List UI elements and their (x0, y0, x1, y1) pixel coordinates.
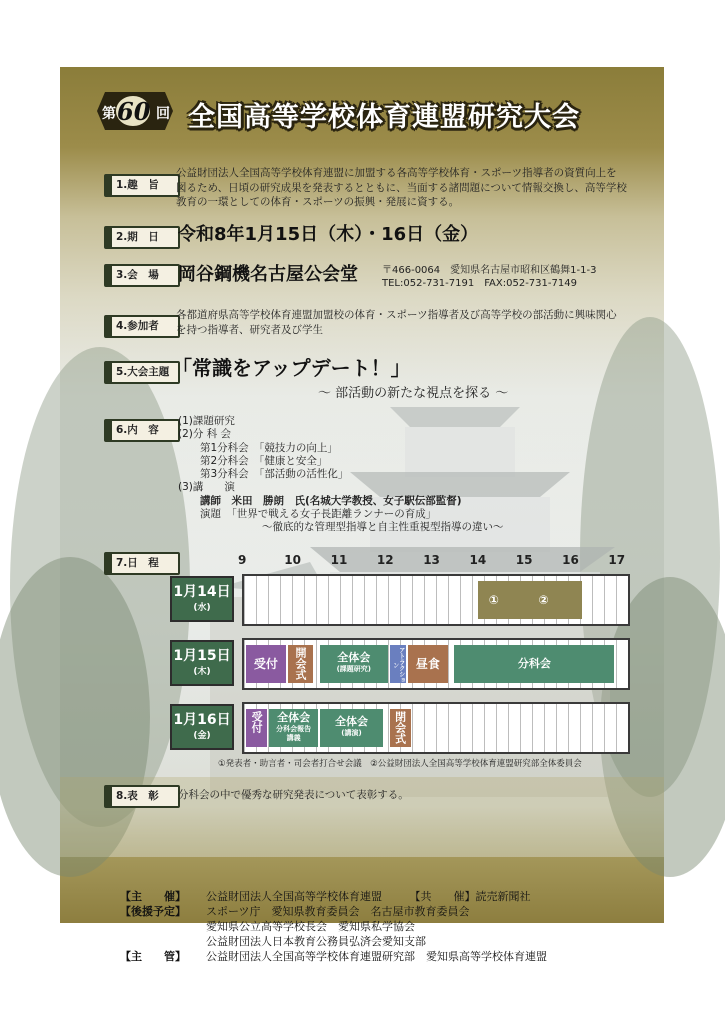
footer-credits (120, 889, 547, 964)
schedule-event-label: 分科会 (517, 657, 551, 670)
schedule-event (246, 645, 286, 683)
award-text: 分科会の中で優秀な研究発表について表彰する。 (178, 789, 409, 801)
footer-value: 公益財団法人日本教育公務員弘済会愛知支部 (206, 935, 426, 948)
schedule-hour-label: 17 (608, 553, 626, 567)
schedule-day-date: 1月15日 (173, 648, 231, 664)
schedule-event-sub: 講義 (286, 734, 301, 742)
content-line: 講師 米田 勝朗 氏(名城大学教授、女子駅伝部監督) (200, 494, 462, 507)
section-label-purpose: 1.趣 旨 (104, 174, 180, 197)
grid-line (472, 704, 473, 752)
purpose-line: 教育の一環としての体育・スポーツの振興・発展に資する。 (176, 196, 460, 208)
grid-line (316, 640, 317, 688)
footer-value: 愛知県公立高等学校長会 愛知県私学協会 (206, 920, 415, 933)
schedule-note: ①発表者・助言者・司会者打合せ会議 ②公益財団法人全国高等学校体育連盟研究部全体委員会 (218, 759, 582, 769)
schedule-event-label: 受付 (250, 711, 264, 733)
grid-line (460, 576, 461, 624)
grid-line (328, 576, 329, 624)
schedule-event (320, 645, 387, 683)
schedule-hour-label: 10 (284, 553, 301, 567)
grid-line (352, 576, 353, 624)
section-label-award: 8.表 彰 (104, 785, 180, 808)
grid-line (448, 704, 449, 752)
schedule-hour-label: 12 (376, 553, 394, 567)
content-line: (1)課題研究 (178, 415, 235, 427)
schedule-event (320, 709, 383, 747)
schedule-event-sub: 分科会報告 (276, 725, 312, 733)
footer-value: 公益財団法人全国高等学校体育連盟研究部 愛知県高等学校体育連盟 (206, 950, 547, 963)
grid-line (604, 576, 605, 624)
venue-address: 〒466-0064 愛知県名古屋市昭和区鶴舞1-1-3 (382, 265, 597, 276)
grid-line (280, 576, 281, 624)
grid-line (616, 704, 617, 752)
schedule-event-sub: (講演) (341, 729, 362, 737)
schedule-event-label: 全体会 (334, 715, 368, 728)
footer-value: スポーツ庁 愛知県教育委員会 名古屋市教育委員会 (206, 905, 470, 918)
schedule-event (288, 645, 314, 683)
grid-line (436, 576, 437, 624)
schedule-event (390, 709, 411, 747)
footer-key: 【主 催】 (120, 890, 186, 903)
main-title: 全国高等学校体育連盟研究大会 (188, 102, 580, 133)
schedule-hour-label: 13 (423, 553, 440, 567)
grid-line (496, 704, 497, 752)
schedule-event-label: 昼食 (415, 657, 440, 671)
schedule-event (454, 645, 614, 683)
schedule-event-label: 閉会式 (393, 711, 407, 744)
footer-row (120, 949, 547, 964)
schedule-day-label (170, 704, 234, 750)
schedule-day-date: 1月14日 (173, 584, 231, 600)
theme-title: 「常識をアップデート！」 (172, 356, 411, 380)
schedule-event-sub: (課題研究) (336, 665, 371, 673)
grid-line (316, 576, 317, 624)
grid-line (400, 576, 401, 624)
footer-row (120, 919, 547, 934)
grid-line (376, 576, 377, 624)
schedule-event-label: アトラクション (391, 647, 405, 683)
footer-row (120, 934, 547, 949)
grid-line (448, 640, 449, 688)
schedule-hour-label: 15 (515, 553, 533, 567)
grid-line (340, 576, 341, 624)
grid-line (568, 704, 569, 752)
grid-line (616, 640, 617, 688)
grid-line (412, 576, 413, 624)
grid-line (388, 576, 389, 624)
grid-line (508, 704, 509, 752)
grid-line (268, 576, 269, 624)
grid-line (424, 576, 425, 624)
grid-line (448, 576, 449, 624)
schedule-day-label (170, 640, 234, 686)
footer-row (120, 889, 547, 904)
schedule-day-dow: (水) (193, 603, 211, 613)
edition-number: 60 (117, 97, 151, 126)
section-label-theme: 5.大会主題 (104, 361, 180, 384)
grid-line (364, 576, 365, 624)
participants-line: 各都道府県高等学校体育連盟加盟校の体育・スポーツ指導者及び高等学校の部活動に興味関心 (176, 309, 617, 321)
participants-line: を持つ指導者、研究者及び学生 (176, 323, 323, 336)
grid-line (580, 704, 581, 752)
grid-line (460, 704, 461, 752)
schedule-event-label: 受付 (253, 657, 278, 671)
footer-row (120, 904, 547, 919)
footer-key: 【主 管】 (120, 950, 186, 963)
schedule-hour-label: 14 (469, 553, 487, 567)
content-line: 第2分科会 「健康と安全」 (200, 454, 328, 467)
edition-prefix: 第 (102, 106, 116, 122)
poster (60, 67, 664, 963)
grid-line (256, 576, 257, 624)
schedule-event-label: 全体会 (277, 711, 311, 724)
section-label-venue: 3.会 場 (104, 264, 180, 287)
grid-line (244, 640, 245, 688)
grid-line (592, 704, 593, 752)
section-label-content: 6.内 容 (104, 419, 180, 442)
purpose-line: 図るため、日頃の研究成果を発表するとともに、当面する諸問題について情報交換し、高等学校 (176, 181, 627, 194)
purpose-line: 公益財団法人全国高等学校体育連盟に加盟する各高等学校体育・スポーツ指導者の資質向上を (176, 167, 617, 179)
schedule-hour-label: 9 (238, 553, 247, 567)
content-line: (2)分 科 会 (178, 428, 232, 441)
schedule-event-label: 開会式 (294, 647, 308, 680)
footer-key: 【後援予定】 (120, 905, 186, 918)
schedule-event (505, 581, 582, 619)
content-list (178, 415, 504, 535)
theme-subtitle: ～ 部活動の新たな視点を探る ～ (318, 386, 509, 401)
footer-value: 公益財団法人全国高等学校体育連盟 【共 催】読売新聞社 (206, 890, 531, 903)
participants-text (176, 308, 656, 337)
schedule-hour-label: 16 (562, 553, 579, 567)
edition-suffix: 回 (156, 106, 170, 122)
section-label-date: 2.期 日 (104, 226, 180, 249)
grid-line (424, 704, 425, 752)
event-date: 令和8年1月15日（木）・16日（金） (178, 224, 479, 245)
content-line: ～徹底的な管理型指導と自主性重視型指導の違い～ (262, 521, 504, 534)
schedule-event-label: ① (488, 593, 499, 607)
grid-line (604, 704, 605, 752)
purpose-text (176, 166, 656, 210)
schedule-event (269, 709, 318, 747)
grid-line (436, 704, 437, 752)
grid-line (556, 704, 557, 752)
grid-line (472, 576, 473, 624)
venue-tel: TEL:052-731-7191 FAX:052-731-7149 (382, 278, 577, 289)
schedule-event (246, 709, 267, 747)
schedule-day-date: 1月16日 (173, 712, 231, 728)
schedule-event (408, 645, 448, 683)
content-line: 第3分科会 「部活動の活性化」 (200, 468, 349, 481)
content-line: (3)講 演 (178, 481, 235, 494)
grid-line (544, 704, 545, 752)
grid-line (244, 576, 245, 624)
grid-line (304, 576, 305, 624)
grid-line (532, 704, 533, 752)
grid-line (592, 576, 593, 624)
schedule-event-label: ② (538, 593, 549, 607)
content-line: 演題 「世界で戦える女子長距離ランナーの育成」 (200, 508, 437, 521)
schedule-day-dow: (金) (193, 731, 211, 741)
content-line: 第1分科会 「競技力の向上」 (200, 441, 338, 454)
grid-line (484, 704, 485, 752)
section-label-schedule: 7.日 程 (104, 552, 180, 575)
schedule-event (390, 645, 407, 683)
schedule-event-label: 全体会 (337, 651, 371, 664)
schedule-day-dow: (木) (193, 667, 211, 677)
schedule-hour-label: 11 (330, 553, 348, 567)
grid-line (616, 576, 617, 624)
grid-line (412, 704, 413, 752)
grid-line (292, 576, 293, 624)
venue-name: 岡谷鋼機名古屋公会堂 (178, 264, 358, 285)
grid-line (520, 704, 521, 752)
schedule-day-label (170, 576, 234, 622)
grid-line (244, 704, 245, 752)
section-label-participants: 4.参加者 (104, 315, 180, 338)
